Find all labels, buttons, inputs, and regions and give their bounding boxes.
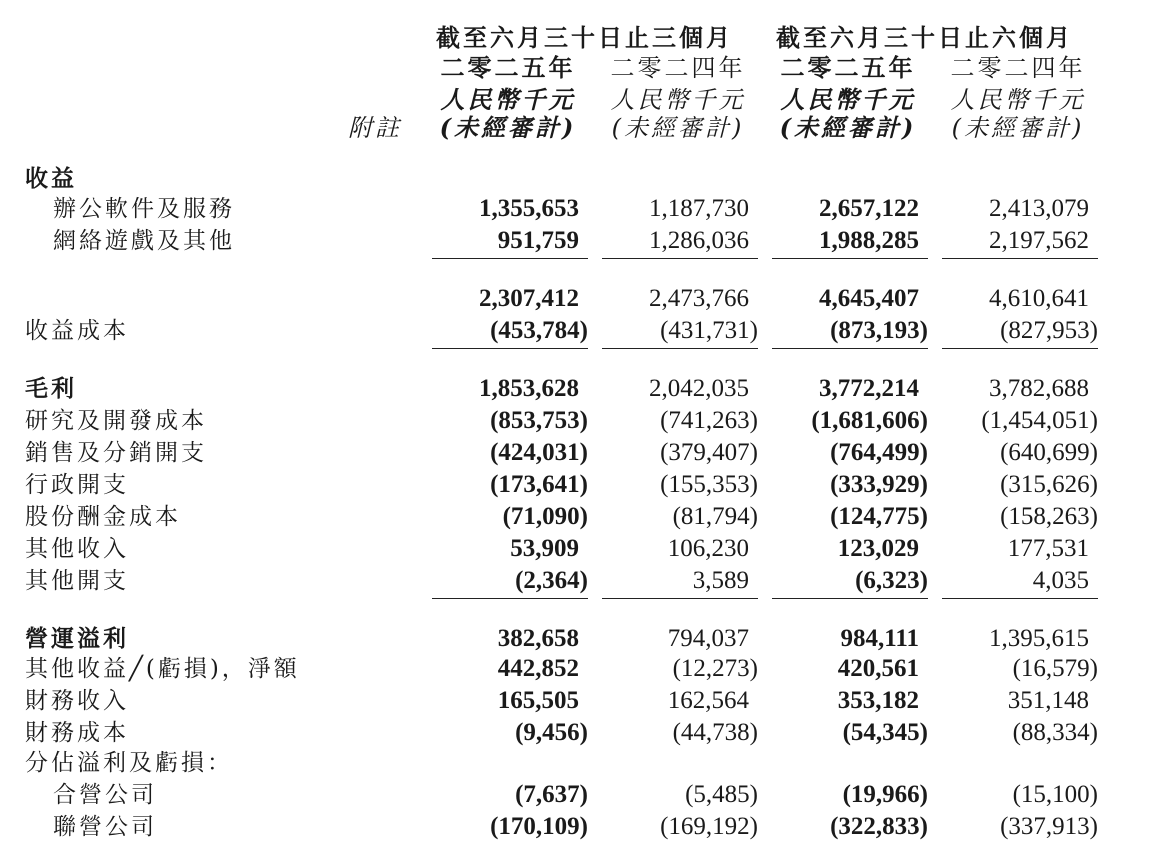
cell-col2: (169,192) xyxy=(660,813,758,840)
cell-col1: (7,637) xyxy=(515,781,588,808)
subtotal-rule xyxy=(602,598,758,599)
row-label: 行政開支 xyxy=(25,472,129,498)
cell-col3: (124,775) xyxy=(830,503,928,530)
cell-col2: (379,407) xyxy=(660,439,758,466)
subtotal-rule xyxy=(942,348,1098,349)
row-label: 銷售及分銷開支 xyxy=(25,440,207,466)
cell-col3: 4,645,407 xyxy=(819,285,919,312)
cell-col4: 177,531 xyxy=(1007,535,1089,562)
subtotal-rule xyxy=(772,348,928,349)
cell-col1: (71,090) xyxy=(502,503,588,530)
cell-col2: 1,286,036 xyxy=(649,227,749,254)
cell-col3: (1,681,606) xyxy=(811,407,928,434)
row-label: 收益 xyxy=(25,165,77,192)
cell-col4: 3,782,688 xyxy=(989,375,1089,402)
subtotal-rule xyxy=(432,258,588,259)
cell-col2: 2,042,035 xyxy=(649,375,749,402)
cell-col1: 1,853,628 xyxy=(479,375,579,402)
cell-col3: 353,182 xyxy=(837,687,919,714)
cell-col2: 106,230 xyxy=(667,535,749,562)
cell-col1: 1,355,653 xyxy=(479,195,579,222)
cell-col4: (1,454,051) xyxy=(981,407,1098,434)
row-label: 財務成本 xyxy=(25,720,129,746)
cell-col2: 794,037 xyxy=(667,625,749,652)
cell-col3: (6,323) xyxy=(855,567,928,594)
cell-col3: 984,111 xyxy=(840,625,919,652)
subtotal-rule xyxy=(772,598,928,599)
cell-col3: (322,833) xyxy=(830,813,928,840)
cell-col1: (9,456) xyxy=(515,719,588,746)
cell-col3: (764,499) xyxy=(830,439,928,466)
col2-audit: (未經審計) xyxy=(611,114,745,142)
period-6m-header: 截至六月三十日止六個月 xyxy=(776,23,1073,52)
cell-col1: 165,505 xyxy=(497,687,579,714)
cell-col4: 1,395,615 xyxy=(989,625,1089,652)
subtotal-rule xyxy=(432,348,588,349)
row-label: 毛利 xyxy=(25,375,77,402)
cell-col3: 420,561 xyxy=(837,655,919,682)
col4-year: 二零二四年 xyxy=(950,54,1086,82)
cell-col4: (337,913) xyxy=(1000,813,1098,840)
col3-currency: 人民幣千元 xyxy=(780,85,916,114)
cell-col3: (54,345) xyxy=(842,719,928,746)
cell-col2: (431,731) xyxy=(660,317,758,344)
cell-col2: 2,473,766 xyxy=(649,285,749,312)
col1-currency: 人民幣千元 xyxy=(440,85,576,114)
subtotal-rule xyxy=(772,258,928,259)
row-label: 聯營公司 xyxy=(53,814,157,840)
cell-col2: (12,273) xyxy=(672,655,758,682)
cell-col2: 1,187,730 xyxy=(649,195,749,222)
cell-col4: (315,626) xyxy=(1000,471,1098,498)
cell-col2: (44,738) xyxy=(672,719,758,746)
row-label: 其他收入 xyxy=(25,536,129,562)
subtotal-rule xyxy=(942,598,1098,599)
cell-col2: 162,564 xyxy=(667,687,749,714)
cell-col2: (5,485) xyxy=(685,781,758,808)
cell-col4: 4,035 xyxy=(1032,567,1089,594)
cell-col1: (453,784) xyxy=(490,317,588,344)
cell-col2: 3,589 xyxy=(692,567,749,594)
row-label: 網絡遊戲及其他 xyxy=(53,228,235,254)
cell-col1: 442,852 xyxy=(497,655,579,682)
row-label: 其他收益╱(虧損)，淨額 xyxy=(25,656,300,682)
row-label: 財務收入 xyxy=(25,688,129,714)
cell-col1: 2,307,412 xyxy=(479,285,579,312)
subtotal-rule xyxy=(942,258,1098,259)
cell-col1: (424,031) xyxy=(490,439,588,466)
cell-col4: (827,953) xyxy=(1000,317,1098,344)
cell-col4: 351,148 xyxy=(1007,687,1089,714)
row-label: 營運溢利 xyxy=(25,625,129,652)
col1-audit: (未經審計) xyxy=(439,113,577,142)
cell-col3: (333,929) xyxy=(830,471,928,498)
period-3m-header: 截至六月三十日止三個月 xyxy=(436,23,733,52)
note-header: 附註 xyxy=(348,114,402,142)
cell-col4: 2,413,079 xyxy=(989,195,1089,222)
cell-col2: (741,263) xyxy=(660,407,758,434)
cell-col2: (81,794) xyxy=(672,503,758,530)
subtotal-rule xyxy=(602,348,758,349)
cell-col1: (170,109) xyxy=(490,813,588,840)
row-label: 其他開支 xyxy=(25,568,129,594)
cell-col4: (640,699) xyxy=(1000,439,1098,466)
cell-col3: (873,193) xyxy=(830,317,928,344)
cell-col1: 951,759 xyxy=(497,227,579,254)
cell-col1: 53,909 xyxy=(510,535,579,562)
cell-col3: 1,988,285 xyxy=(819,227,919,254)
cell-col1: 382,658 xyxy=(497,625,579,652)
subtotal-rule xyxy=(602,258,758,259)
row-label: 辦公軟件及服務 xyxy=(53,196,235,222)
cell-col1: (2,364) xyxy=(515,567,588,594)
cell-col1: (173,641) xyxy=(490,471,588,498)
row-label: 合營公司 xyxy=(53,782,157,808)
cell-col3: 3,772,214 xyxy=(819,375,919,402)
cell-col4: (158,263) xyxy=(1000,503,1098,530)
cell-col2: (155,353) xyxy=(660,471,758,498)
col2-year: 二零二四年 xyxy=(610,54,746,82)
cell-col4: (16,579) xyxy=(1012,655,1098,682)
cell-col3: 123,029 xyxy=(837,535,919,562)
col3-audit: (未經審計) xyxy=(779,113,917,142)
row-label: 研究及開發成本 xyxy=(25,408,207,434)
row-label: 分佔溢利及虧損： xyxy=(25,750,233,776)
col1-year: 二零二五年 xyxy=(440,53,576,82)
cell-col3: (19,966) xyxy=(842,781,928,808)
col4-currency: 人民幣千元 xyxy=(950,86,1086,114)
col4-audit: (未經審計) xyxy=(951,114,1085,142)
cell-col4: (15,100) xyxy=(1012,781,1098,808)
cell-col4: (88,334) xyxy=(1012,719,1098,746)
cell-col1: (853,753) xyxy=(490,407,588,434)
subtotal-rule xyxy=(432,598,588,599)
cell-col4: 2,197,562 xyxy=(989,227,1089,254)
cell-col3: 2,657,122 xyxy=(819,195,919,222)
row-label: 收益成本 xyxy=(25,318,129,344)
col2-currency: 人民幣千元 xyxy=(610,86,746,114)
col3-year: 二零二五年 xyxy=(780,53,916,82)
row-label: 股份酬金成本 xyxy=(25,504,181,530)
cell-col4: 4,610,641 xyxy=(989,285,1089,312)
